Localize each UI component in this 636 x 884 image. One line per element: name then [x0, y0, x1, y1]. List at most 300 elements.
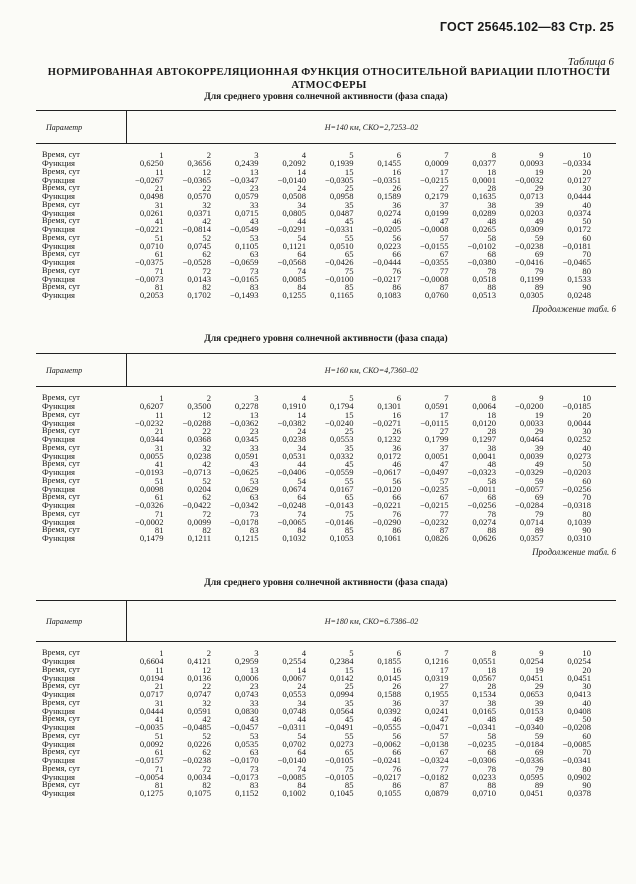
function-value: 0,0567	[472, 672, 496, 683]
time-value: 13	[249, 409, 259, 420]
time-value: 68	[487, 249, 496, 259]
time-value: 35	[344, 442, 354, 453]
time-value: 67	[439, 747, 449, 757]
time-value: 69	[534, 492, 544, 502]
function-value: 0,0273	[329, 738, 354, 749]
time-value: 49	[534, 459, 544, 469]
function-value: 0,6250	[139, 158, 164, 169]
function-value: −0,0306	[467, 755, 496, 766]
time-value: 65	[344, 249, 354, 259]
time-value: 19	[534, 409, 544, 420]
time-value: 27	[439, 681, 449, 691]
function-value: 0,0006	[234, 672, 259, 683]
function-value: 0,1075	[187, 788, 211, 799]
function-value: 0,0994	[329, 689, 354, 700]
time-value: 24	[297, 681, 306, 691]
time-label: Время, сут	[42, 409, 80, 419]
function-value: −0,0215	[420, 174, 449, 185]
time-value: 31	[154, 697, 164, 708]
time-value: 56	[392, 232, 401, 243]
function-label: Функция	[42, 158, 76, 169]
function-value: −0,0323	[467, 467, 496, 478]
function-value: −0,0170	[230, 755, 259, 766]
function-value: 0,0879	[424, 788, 449, 799]
time-label: Время, сут	[42, 763, 80, 773]
function-value: 0,0513	[472, 290, 496, 301]
time-value: 78	[487, 265, 496, 276]
time-value: 32	[202, 697, 211, 708]
time-value: 45	[344, 714, 354, 724]
time-value: 21	[154, 426, 164, 436]
function-value: −0,0232	[420, 516, 449, 527]
time-value: 76	[392, 763, 401, 774]
function-value: 0,0595	[519, 771, 544, 782]
function-value: −0,0291	[277, 224, 306, 235]
time-value: 40	[582, 442, 591, 453]
function-value: −0,0267	[135, 174, 164, 185]
function-label: Функция	[42, 705, 76, 716]
time-value: 46	[392, 459, 401, 469]
time-value: 85	[344, 525, 354, 535]
function-value: −0,0241	[372, 755, 401, 766]
function-value: 0,1635	[472, 191, 496, 202]
time-value: 11	[155, 664, 164, 675]
time-value: 66	[392, 747, 401, 757]
function-value: 0,0319	[424, 672, 449, 683]
function-value: 0,0241	[424, 705, 449, 716]
time-label: Время, сут	[42, 393, 80, 402]
function-value: 0,0274	[377, 207, 401, 218]
time-value: 17	[439, 664, 449, 675]
function-value: 0,0055	[139, 450, 164, 461]
time-value: 10	[582, 648, 591, 658]
function-value: 0,1045	[329, 788, 354, 799]
function-label: Функция	[42, 516, 76, 527]
function-value: −0,0406	[277, 467, 306, 478]
time-value: 28	[487, 183, 496, 193]
title-line-2: АТМОСФЕРЫ	[291, 80, 367, 91]
time-value: 5	[349, 150, 354, 160]
time-label: Время, сут	[42, 664, 80, 674]
function-row	[36, 674, 616, 682]
function-value: −0,0235	[467, 738, 496, 749]
function-row	[36, 176, 616, 184]
time-value: 39	[534, 697, 544, 708]
function-value: −0,0140	[277, 174, 306, 185]
time-value: 24	[297, 426, 306, 436]
function-value: 0,0001	[472, 174, 496, 185]
time-value: 33	[249, 697, 259, 708]
time-value: 39	[534, 199, 544, 210]
function-value: −0,0555	[372, 722, 401, 733]
time-value: 85	[344, 780, 354, 790]
time-value: 61	[154, 492, 164, 502]
function-value: 0,0085	[282, 273, 306, 284]
function-row	[36, 657, 616, 665]
time-value: 33	[249, 199, 259, 210]
time-value: 26	[392, 426, 401, 436]
function-value: −0,0329	[515, 467, 544, 478]
function-value: −0,0355	[420, 257, 449, 268]
time-value: 82	[202, 525, 211, 535]
function-value: −0,0178	[230, 516, 259, 527]
time-value: 5	[349, 393, 354, 403]
time-value: 75	[344, 763, 354, 774]
time-value: 44	[297, 459, 306, 469]
function-value: −0,0035	[135, 722, 164, 733]
time-value: 85	[344, 282, 354, 292]
function-value: 0,0127	[567, 174, 591, 185]
function-value: 0,0444	[139, 705, 164, 716]
time-value: 9	[539, 648, 544, 658]
function-value: 0,0172	[567, 224, 591, 235]
time-value: 2	[206, 648, 211, 658]
function-row	[36, 209, 616, 217]
function-value: 0,0464	[519, 434, 544, 445]
function-value: 0,0760	[424, 290, 449, 301]
time-value: 6	[396, 150, 401, 160]
function-value: −0,0238	[515, 240, 544, 251]
function-value: 0,0518	[472, 273, 496, 284]
time-value: 15	[344, 409, 354, 420]
time-value: 47	[439, 216, 449, 226]
time-value: 37	[439, 697, 449, 708]
function-value: −0,0340	[515, 722, 544, 733]
time-value: 89	[534, 282, 544, 292]
function-label: Функция	[42, 257, 76, 268]
time-value: 54	[297, 730, 306, 741]
time-value: 83	[249, 282, 259, 292]
time-value: 62	[202, 249, 211, 259]
time-value: 49	[534, 216, 544, 226]
function-value: 0,0710	[472, 788, 496, 799]
function-value: 0,0805	[282, 207, 306, 218]
time-value: 82	[202, 282, 211, 292]
function-value: −0,0382	[277, 417, 306, 428]
time-value: 30	[582, 426, 591, 436]
function-value: 0,0408	[567, 705, 591, 716]
time-label: Время, сут	[42, 199, 80, 209]
time-value: 8	[491, 393, 496, 403]
function-value: 0,0371	[187, 207, 211, 218]
function-row	[36, 159, 616, 167]
function-value: −0,0032	[515, 174, 544, 185]
time-value: 60	[582, 232, 591, 243]
time-label: Время, сут	[42, 730, 80, 740]
time-value: 72	[202, 265, 211, 276]
function-value: 0,0203	[519, 207, 544, 218]
function-label: Функция	[42, 755, 76, 766]
time-value: 9	[539, 393, 544, 403]
time-label: Время, сут	[42, 747, 80, 756]
time-value: 16	[392, 166, 401, 177]
function-value: −0,0549	[230, 224, 259, 235]
time-value: 27	[439, 426, 449, 436]
function-value: 0,0238	[187, 450, 211, 461]
function-value: 0,0510	[329, 240, 354, 251]
function-value: 0,0674	[282, 483, 306, 494]
function-value: 0,0167	[329, 483, 354, 494]
function-value: −0,0057	[515, 483, 544, 494]
function-value: 0,0451	[519, 672, 544, 683]
time-value: 23	[249, 426, 259, 436]
time-value: 17	[439, 166, 449, 177]
time-value: 58	[487, 730, 496, 741]
time-value: 62	[202, 492, 211, 502]
time-value: 17	[439, 409, 449, 420]
function-value: −0,0102	[467, 240, 496, 251]
time-value: 24	[297, 183, 306, 193]
function-row	[36, 690, 616, 698]
function-label: Функция	[42, 224, 76, 235]
time-value: 22	[202, 681, 211, 691]
function-row	[36, 707, 616, 715]
table-section-h180	[36, 577, 616, 798]
function-value: 0,0233	[472, 771, 496, 782]
function-label: Функция	[42, 788, 76, 799]
function-row	[36, 485, 616, 493]
time-value: 16	[392, 664, 401, 675]
function-value: 0,0143	[187, 273, 211, 284]
time-value: 77	[439, 265, 449, 276]
time-value: 41	[154, 459, 164, 469]
time-label: Время, сут	[42, 508, 80, 518]
time-value: 12	[202, 664, 211, 675]
function-value: 0,1255	[282, 290, 306, 301]
function-row	[36, 723, 616, 731]
function-value: −0,0528	[182, 257, 211, 268]
time-value: 32	[202, 199, 211, 210]
time-label: Время, сут	[42, 780, 80, 789]
time-value: 37	[439, 199, 449, 210]
function-value: 0,0498	[139, 191, 164, 202]
time-value: 79	[534, 508, 544, 519]
height-sko-header: H=140 км, СКО=2,7253–02	[324, 122, 419, 132]
function-value: −0,0184	[515, 738, 544, 749]
time-value: 90	[582, 525, 591, 535]
time-value: 57	[439, 475, 449, 486]
time-value: 76	[392, 508, 401, 519]
time-value: 55	[344, 730, 354, 741]
time-value: 66	[392, 249, 401, 259]
function-value: 0,0508	[282, 191, 306, 202]
time-value: 51	[154, 475, 164, 486]
function-value: 0,1301	[377, 401, 401, 412]
function-row	[36, 258, 616, 266]
time-value: 55	[344, 475, 354, 486]
function-value: 0,0238	[282, 434, 306, 445]
function-value: −0,0240	[325, 417, 354, 428]
function-value: −0,0471	[420, 722, 449, 733]
function-value: 0,3500	[187, 401, 211, 412]
function-value: 0,1055	[377, 788, 401, 799]
function-value: 0,0194	[139, 672, 164, 683]
function-value: 0,0357	[519, 533, 544, 544]
time-value: 18	[487, 664, 496, 675]
time-value: 25	[344, 681, 354, 691]
time-value: 73	[249, 508, 259, 519]
time-value: 53	[249, 232, 259, 243]
time-value: 38	[487, 442, 496, 453]
function-value: −0,0100	[325, 273, 354, 284]
time-value: 48	[487, 459, 496, 469]
function-value: 0,0377	[472, 158, 496, 169]
function-value: −0,0271	[372, 417, 401, 428]
time-value: 51	[154, 232, 164, 243]
function-value: 0,0378	[567, 788, 591, 799]
time-value: 28	[487, 426, 496, 436]
function-value: −0,0054	[135, 771, 164, 782]
time-value: 63	[249, 492, 259, 502]
function-value: 0,0254	[567, 656, 591, 667]
time-value: 56	[392, 475, 401, 486]
function-value: 0,2959	[234, 656, 259, 667]
time-value: 86	[392, 282, 401, 292]
function-value: 0,0039	[519, 450, 544, 461]
time-value: 41	[154, 714, 164, 724]
function-value: 0,0553	[282, 689, 306, 700]
function-value: 0,1215	[234, 533, 259, 544]
time-value: 87	[439, 780, 449, 790]
function-value: 0,0051	[424, 450, 449, 461]
function-value: −0,0165	[230, 273, 259, 284]
function-value: 0,2278	[234, 401, 259, 412]
function-value: 0,1032	[282, 533, 306, 544]
function-value: 0,0413	[567, 689, 591, 700]
time-value: 60	[582, 730, 591, 741]
function-value: 0,0044	[567, 417, 591, 428]
time-value: 11	[155, 166, 164, 177]
time-label: Время, сут	[42, 166, 80, 176]
time-value: 70	[582, 747, 591, 757]
function-label: Функция	[42, 771, 76, 782]
time-value: 64	[297, 249, 306, 259]
time-value: 19	[534, 664, 544, 675]
time-value: 80	[582, 265, 591, 276]
table-header	[36, 600, 616, 642]
function-value: 0,0142	[329, 672, 354, 683]
function-row	[36, 225, 616, 233]
time-value: 22	[202, 426, 211, 436]
function-value: 0,0165	[472, 705, 496, 716]
time-value: 69	[534, 249, 544, 259]
function-value: 0,1479	[139, 533, 164, 544]
function-label: Функция	[42, 290, 76, 301]
time-value: 3	[254, 393, 259, 403]
time-value: 60	[582, 475, 591, 486]
continuation-note: Продолжение табл. 6	[532, 546, 616, 557]
function-value: 0,0553	[329, 434, 354, 445]
function-label: Функция	[42, 500, 76, 511]
function-value: −0,0351	[372, 174, 401, 185]
function-value: 0,1275	[139, 788, 164, 799]
function-value: −0,0115	[420, 417, 449, 428]
time-value: 80	[582, 508, 591, 519]
time-value: 14	[297, 409, 306, 420]
time-value: 69	[534, 747, 544, 757]
time-value: 45	[344, 459, 354, 469]
function-value: 0,0254	[519, 656, 544, 667]
time-value: 71	[154, 508, 164, 519]
time-value: 52	[202, 232, 211, 243]
function-value: −0,0362	[230, 417, 259, 428]
time-label: Время, сут	[42, 183, 80, 192]
param-header: Параметр	[36, 601, 127, 641]
function-value: −0,0146	[325, 516, 354, 527]
function-value: 0,0717	[139, 689, 164, 700]
function-value: −0,0659	[230, 257, 259, 268]
time-value: 61	[154, 747, 164, 757]
function-value: 0,0009	[424, 158, 449, 169]
time-label: Время, сут	[42, 697, 80, 707]
function-row	[36, 468, 616, 476]
time-value: 7	[444, 648, 449, 658]
time-value: 12	[202, 409, 211, 420]
function-value: 0,1152	[235, 788, 259, 799]
function-value: −0,0073	[135, 273, 164, 284]
time-value: 44	[297, 216, 306, 226]
function-value: 0,0748	[282, 705, 306, 716]
function-value: −0,0497	[420, 467, 449, 478]
time-value: 18	[487, 166, 496, 177]
time-value: 50	[582, 459, 591, 469]
function-value: −0,1493	[230, 290, 259, 301]
time-value: 66	[392, 492, 401, 502]
time-value: 15	[344, 166, 354, 177]
function-value: 0,0714	[519, 516, 544, 527]
function-value: 0,0444	[567, 191, 591, 202]
time-value: 44	[297, 714, 306, 724]
function-row	[36, 501, 616, 509]
time-value: 21	[154, 681, 164, 691]
function-value: −0,0491	[325, 722, 354, 733]
function-value: −0,0157	[135, 755, 164, 766]
time-value: 47	[439, 459, 449, 469]
table-header	[36, 353, 616, 387]
function-value: 0,1002	[282, 788, 306, 799]
time-value: 37	[439, 442, 449, 453]
time-value: 2	[206, 150, 211, 160]
function-value: 0,1589	[377, 191, 401, 202]
title-line-1: НОРМИРОВАННАЯ АВТОКОРРЕЛЯЦИОННАЯ ФУНКЦИЯ ОТНОСИТЕЛЬНОЙ ВАРИАЦИИ ПЛОТНОСТИ	[47, 67, 611, 78]
time-label: Время, сут	[42, 249, 80, 258]
function-value: 0,0145	[377, 672, 401, 683]
function-value: 0,1939	[329, 158, 354, 169]
time-value: 31	[154, 442, 164, 453]
time-value: 45	[344, 216, 354, 226]
function-value: −0,0288	[182, 417, 211, 428]
section-title: Для среднего уровня солнечной активности (фаза спада)	[204, 92, 448, 102]
time-value: 88	[487, 525, 496, 535]
table-label: Таблица 6	[567, 56, 614, 68]
function-value: 0,1455	[377, 158, 401, 169]
function-value: −0,0205	[372, 224, 401, 235]
function-value: −0,0105	[325, 771, 354, 782]
function-row	[36, 275, 616, 283]
function-value: 0,0305	[519, 290, 544, 301]
function-value: 0,0098	[139, 483, 164, 494]
time-value: 34	[297, 442, 306, 453]
function-value: 0,1039	[567, 516, 591, 527]
function-value: 0,0226	[187, 738, 211, 749]
function-value: −0,0331	[325, 224, 354, 235]
function-value: 0,1794	[329, 401, 354, 412]
time-value: 36	[392, 697, 401, 708]
time-value: 59	[534, 730, 544, 741]
function-value: −0,0008	[420, 224, 449, 235]
time-value: 26	[392, 681, 401, 691]
time-value: 88	[487, 282, 496, 292]
